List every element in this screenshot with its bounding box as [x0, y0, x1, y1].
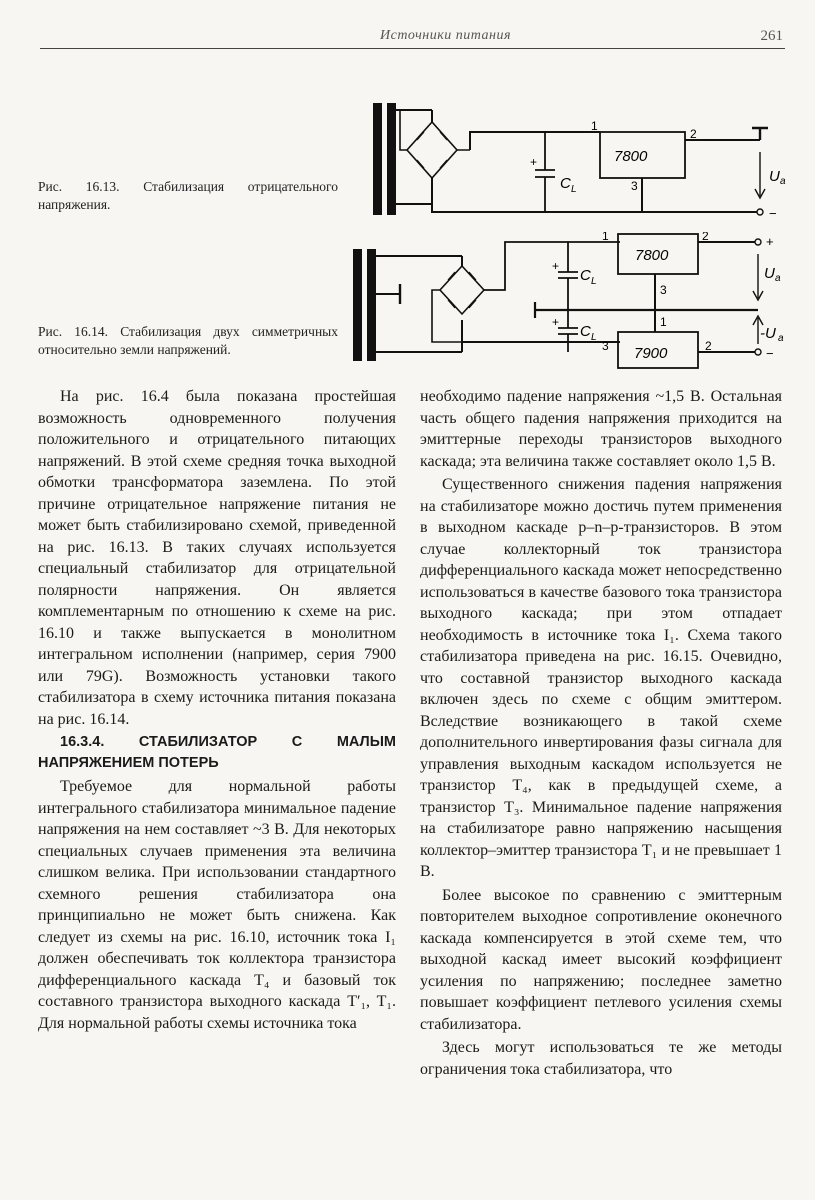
fig2-top-pin2: 2	[702, 232, 709, 243]
figure-16-14-schematic	[340, 232, 790, 372]
fig2-cap1-label: C	[580, 267, 591, 284]
fig2-cap1-sub: L	[591, 276, 597, 287]
fig2-top-pin1: 1	[602, 232, 609, 243]
fig1-pin2: 2	[690, 127, 697, 141]
fig2-output-pos: U	[764, 265, 775, 282]
fig2-plus: +	[766, 234, 774, 249]
fig2-cap1-plus: +	[552, 259, 560, 273]
fig1-cap-sub: L	[571, 184, 577, 195]
fig2-bottom-pin2: 2	[705, 339, 712, 353]
fig1-regulator-label: 7800	[614, 148, 648, 165]
left-column	[38, 386, 396, 1036]
figure-16-13-schematic	[360, 92, 790, 232]
fig2-cap2-sub: L	[591, 332, 597, 343]
fig1-output-label: U	[769, 168, 780, 185]
fig1-pin1: 1	[591, 119, 598, 133]
paragraph: необходимо падение напряжения ~1,5 В. Остальная часть общего падения напряжения приходится на эмиттерные переходы транзисторов выходного каскада; эта величина также составляет около 1,5 В.	[420, 388, 782, 470]
fig1-cap-plus: +	[530, 155, 538, 169]
caption-text: Рис. 16.14. Стабилизация двух симметричных относительно земли напряжений.	[38, 324, 338, 357]
fig2-output-neg-sub: a	[778, 333, 784, 344]
fig1-cap-label: C	[560, 175, 571, 192]
paragraph: Требуемое для нормальной работы интегрального стабилизатора минимальное падение напряжения на нем составляет ~3 В. Для некоторых специальных случаев применения эта величина слишком велика. При использовании стандартного схемного решения стабилизатора она принципиально не может быть снижена. Как следует из схемы на рис. 16.10, источник тока I₁ должен обеспечивать ток коллектора транзистора дифференциального каскада T₄ и базовый ток составного транзистора выходного каскада T′₁, T₁. Для нормальной работы схемы источника тока	[38, 778, 396, 1032]
page-header	[40, 28, 785, 49]
paragraph: Существенного снижения падения напряжения на стабилизаторе можно достичь путем применения в выходном каскаде p–n–p-транзисторов. В этом случае коллекторный ток транзистора дифференциального каскада может непосредственно использоваться в качестве базового тока транзистора выходного каскада; при этом отпадает необходимость в источнике тока I₁. Схема такого стабилизатора приведена на рис. 16.15. Очевидно, что составной транзистор выходного каскада включен здесь по схеме с общим эмиттером. Вследствие возникающего в такой схеме дополнительного инвертирования фазы сигнала для управления выходным каскадом используется не транзистор T₄, как в предыдущей схеме, а транзистор T₃. Минимальное падение напряжения на стабилизаторе равно напряжению насыщения коллектор–эмиттер транзистора T₁ и не превышает 1 В.	[420, 476, 782, 880]
figure-16-13-caption	[38, 178, 338, 214]
fig2-output-pos-sub: a	[775, 273, 781, 284]
fig2-regulator-bottom: 7900	[634, 345, 668, 362]
right-column	[420, 386, 782, 1082]
fig2-output-neg: -U	[760, 325, 776, 342]
page-number: 261	[760, 28, 783, 44]
fig2-cap2-label: C	[580, 323, 591, 340]
paragraph: Здесь могут использоваться те же методы ограничения тока стабилизатора, что	[420, 1039, 782, 1078]
fig1-pin3: 3	[631, 179, 638, 193]
fig2-bottom-pin1: 1	[660, 315, 667, 329]
fig2-minus: −	[766, 346, 774, 361]
fig1-minus: −	[769, 206, 777, 221]
figure-16-14-caption	[38, 323, 338, 359]
fig2-top-pin3: 3	[660, 283, 667, 297]
paragraph: Более высокое по сравнению с эмиттерным повторителем выходное сопротивление оконечного каскада компенсируется в этой схеме тем, что выходной каскад имеет высокий коэффициент усиления по напряжению; последнее заметно повышает коэффициент петлевого усиления схемы стабилизатора.	[420, 886, 782, 1033]
fig2-cap2-plus: +	[552, 315, 560, 329]
fig2-regulator-top: 7800	[635, 247, 669, 264]
fig1-output-sub: a	[780, 176, 786, 187]
section-heading: 16.3.4. СТАБИЛИЗАТОР С МАЛЫМ НАПРЯЖЕНИЕМ ПОТЕРЬ	[38, 734, 396, 771]
fig2-bottom-pin3: 3	[602, 339, 609, 353]
caption-text: Рис. 16.13. Стабилизация отрицательного напряжения.	[38, 179, 338, 212]
paragraph: На рис. 16.4 была показана простейшая возможность одновременного получения положительного и отрицательного питающих напряжений. В этой схеме средняя точка выходной обмотки трансформатора заземлена. По этой причине отрицательное напряжение питания не может быть стабилизировано схемой, приведенной на рис. 16.13. В таких случаях используется специальный стабилизатор для отрицательной полярности напряжения. Он является комплементарным по отношению к схеме на рис. 16.10 и также выпускается в монолитном интегральном исполнении (например, серия 7900 или 79G). Возможность установки такого стабилизатора в схему источника питания показана на рис. 16.14.	[38, 388, 396, 728]
running-title: Источники питания	[380, 28, 511, 43]
